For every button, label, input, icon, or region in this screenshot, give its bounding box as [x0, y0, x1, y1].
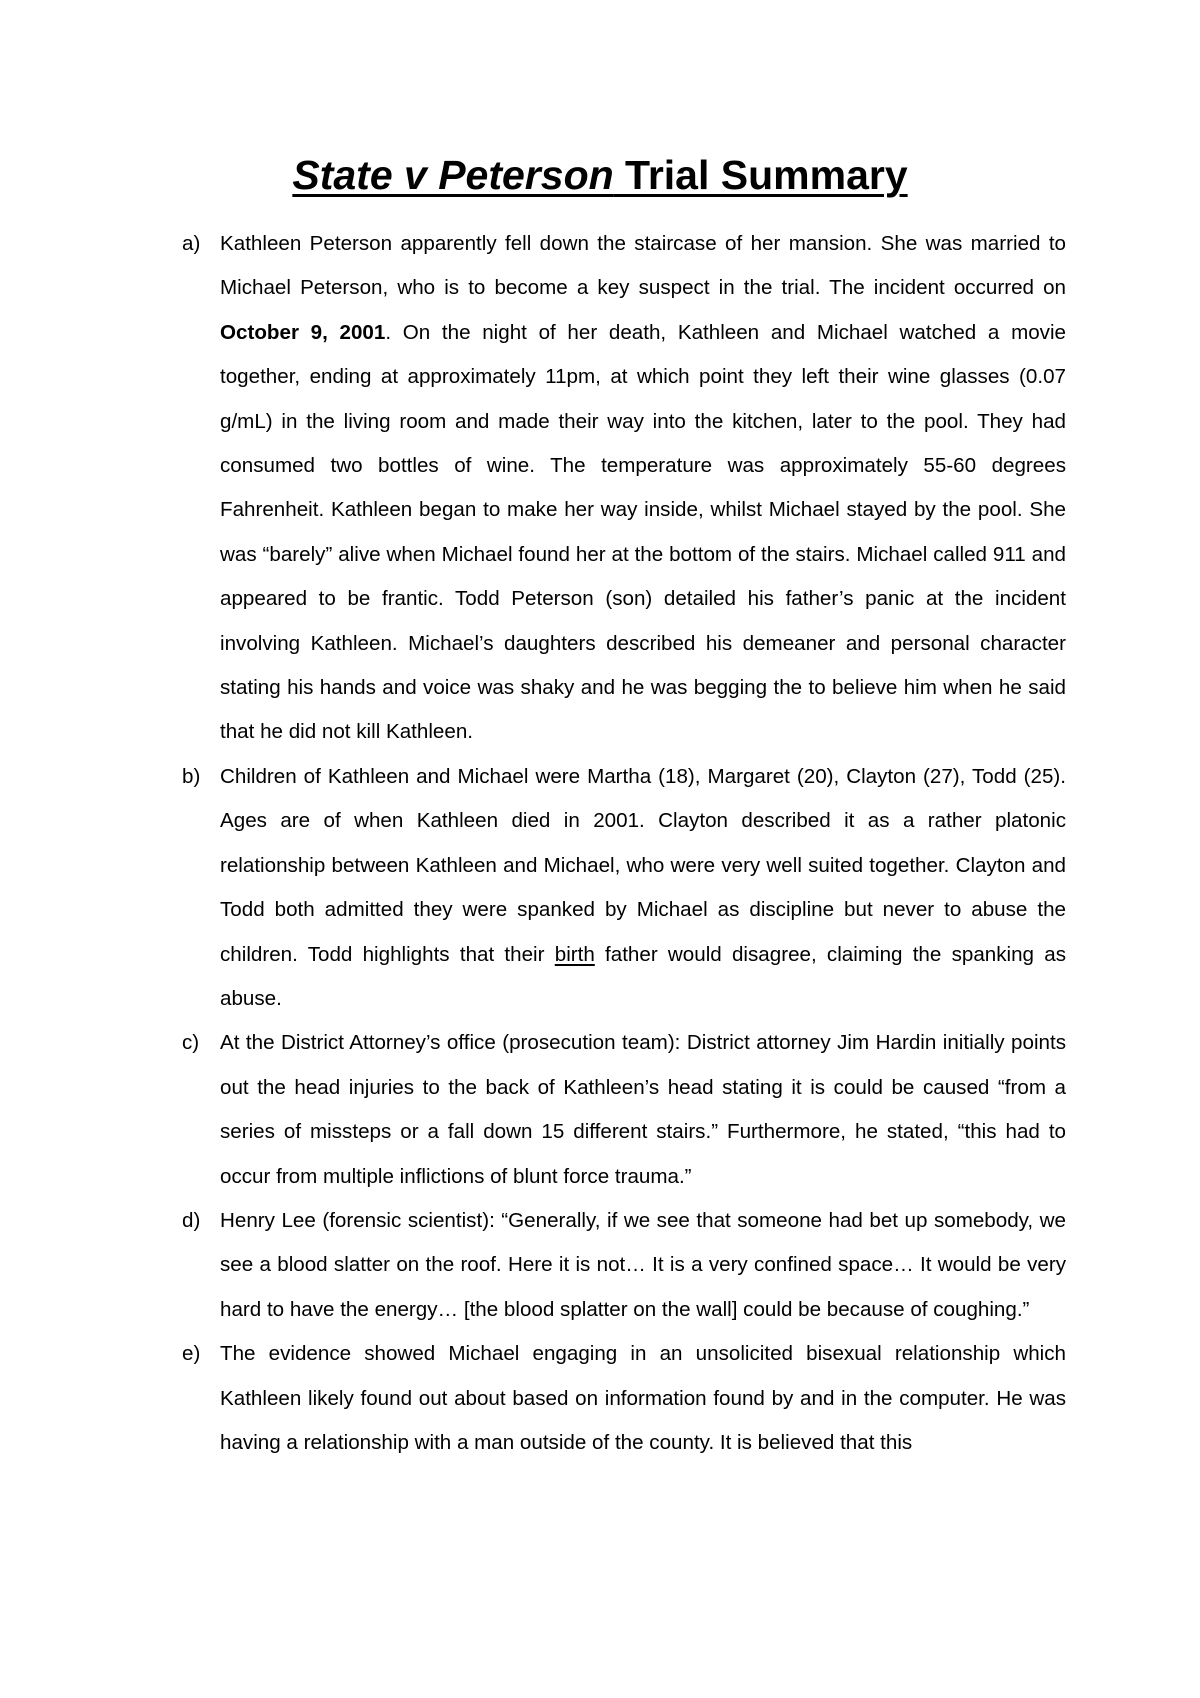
- item-marker: d): [182, 1208, 201, 1232]
- item-text: Kathleen Peterson apparently fell down the staircase of her mansion. She was married to Michael Peterson, who is to become a key suspect in the trial. The incident occurred on: [220, 232, 1066, 300]
- item-text: . On the night of her death, Kathleen and Michael watched a movie together, ending at approximately 11pm, at which point they left their wine glasses (0.07 g/mL) in the living room and made their way into the kitchen, later to the pool. They had consumed two bottles of wine. The temperature was approximately 55-60 degrees Fahrenheit. Kathleen began to make her way inside, whilst Michael stayed by the pool. She was “barely” alive when Michael found her at the bottom of the stairs. Michael called 911 and appeared to be frantic. Todd Peterson (son) detailed his father’s panic at the incident involving Kathleen. Michael’s daughters described his demeaner and personal character stating his hands and voice was shaky and he was begging the to believe him when he said that he did not kill Kathleen.: [220, 320, 1066, 744]
- item-text: The evidence showed Michael engaging in an unsolicited bisexual relationship which Kathleen likely found out about based on information found by and in the computer. He was having a relationship with a man outside of the county. It is believed that this: [220, 1342, 1066, 1454]
- list-item: [182, 1332, 1066, 1465]
- incident-date: October 9, 2001: [220, 320, 386, 344]
- item-marker: b): [182, 764, 201, 788]
- title-case-name: State v Peterson: [292, 152, 614, 198]
- list-item: [182, 1021, 1066, 1199]
- item-marker: e): [182, 1342, 201, 1366]
- list-item: [182, 755, 1066, 1021]
- item-text: father would disagree, claiming the spanking as abuse.: [220, 942, 1066, 1010]
- item-text: Henry Lee (forensic scientist): “Generally, if we see that someone had bet up somebody, we see a blood slatter on the roof. Here it is not… It is a very confined space… It would be very hard to have the energy… [the blood splatter on the wall] could be because of coughing.”: [220, 1208, 1066, 1321]
- item-text: At the District Attorney’s office (prosecution team): District attorney Jim Hardin initially points out the head injuries to the back of Kathleen’s head stating it is could be caused “from a series of missteps or a fall down 15 different stairs.” Furthermore, he stated, “this had to occur from multiple inflictions of blunt force trauma.”: [220, 1031, 1066, 1188]
- underlined-word: birth: [554, 942, 595, 966]
- title-rest: Trial Summary: [613, 152, 908, 198]
- item-marker: a): [182, 232, 201, 255]
- item-text: Children of Kathleen and Michael were Martha (18), Margaret (20), Clayton (27), Todd (25). Ages are of when Kathleen died in 2001. Clayton described it as a rather platonic relationship between Kathleen and Michael, who were very well suited together. Clayton and Todd both admitted they were spanked by Michael as discipline but never to abuse the children. Todd highlights that their: [220, 764, 1066, 966]
- document-title: [0, 152, 1200, 199]
- list-item: [182, 222, 1066, 755]
- summary-list: [182, 222, 1066, 1465]
- list-item: [182, 1199, 1066, 1332]
- item-marker: c): [182, 1031, 200, 1055]
